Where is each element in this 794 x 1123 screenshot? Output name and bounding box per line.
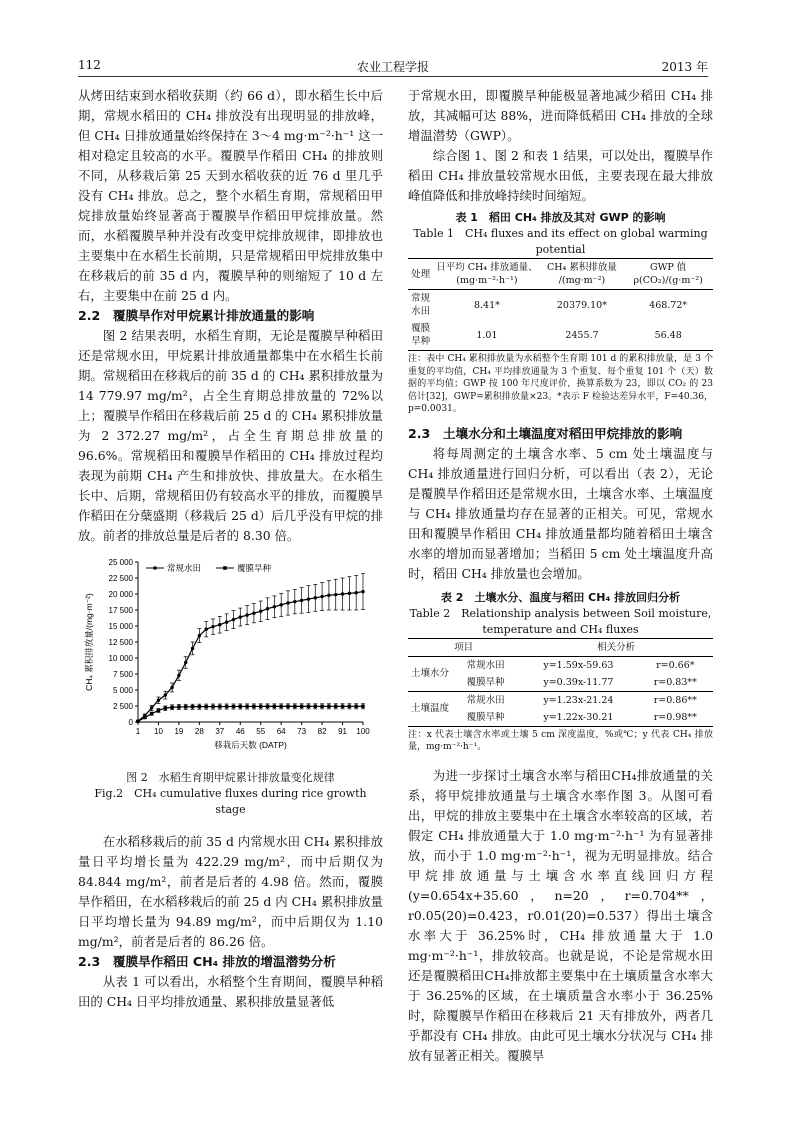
paragraph: 为进一步探讨土壤含水率与稻田CH₄排放通量的关系，将甲烷排放通量与土壤含水率作图 3。从图可看出，甲烷的排放主要集中在土壤含水率较高的区域，若假定 CH₄ 排放通量大于 1.0 mg·m⁻²·h⁻¹ 为有显著排放，而小于 1.0 mg·m⁻²·h⁻¹，视为无明显排放。结合甲烷排放通量与土壤含水率直线回归方程(y=0.654x+35.60，n=20，r=0.704**，r0.05(20)=0.423，r0.01(20)=0.537）得出土壤含水率大于 36.25%时，CH₄ 排放通量大于 1.0 mg·m⁻²·h⁻¹，排放较高。也就是说，不论是常规水田还是覆膜稻田CH₄排放都主要集中在土壤质量含水率大于 36.25%的区域，在土壤质量含水率小于 36.25%时，除覆膜旱作稻田在移栽后 21 天有排放外，两者几乎都没有 CH₄ 排放。由此可见土壤水分状况与 CH₄ 排放有显著正相关。覆膜旱: [408, 767, 713, 1063]
cumulative-flux-chart: [78, 552, 383, 762]
data-point: [191, 705, 194, 708]
data-point: [164, 693, 167, 696]
data-point: [334, 593, 337, 596]
table-1-title-en: Table 1 CH₄ fluxes and its effect on global warming potential: [413, 227, 708, 256]
table-2-title-en-2: temperature and CH₄ fluxes: [482, 622, 639, 636]
table-header-cell: GWP 值 ρ(CO₂)/(g·m⁻²): [633, 262, 703, 286]
table-row: [408, 656, 713, 674]
table-row: [408, 320, 713, 351]
data-point: [314, 705, 317, 708]
section-heading: 2.3 覆膜旱作稻田 CH₄ 排放的增温潜势分析: [78, 954, 336, 969]
data-point: [314, 596, 317, 599]
data-point: [198, 705, 201, 708]
x-tick-label: 28: [194, 727, 204, 736]
y-tick-label: 12 500: [108, 638, 133, 647]
data-point: [327, 705, 330, 708]
data-point: [259, 705, 262, 708]
figure-caption-en: Fig.2 CH₄ cumulative fluxes during rice growth stage: [94, 787, 367, 816]
table-cell: r=0.86**: [653, 694, 697, 706]
x-tick-label: 37: [215, 727, 225, 736]
data-point: [341, 705, 344, 708]
data-point: [164, 707, 167, 710]
table-2-title-en: Table 2 Relationship analysis between Soil moisture,: [409, 606, 712, 620]
data-point: [300, 705, 303, 708]
data-point: [293, 600, 296, 603]
journal-name: 农业工程学报: [356, 60, 429, 74]
table-row: [408, 709, 713, 727]
data-point: [273, 605, 276, 608]
table-cell: 土壤温度: [410, 703, 449, 714]
data-point: [239, 615, 242, 618]
x-tick-label: 91: [338, 727, 347, 736]
x-tick-label: 46: [235, 727, 245, 736]
table-cell: 1.01: [476, 329, 498, 341]
x-tick-label: 64: [276, 727, 286, 736]
table-cell: 常规水田: [466, 694, 505, 706]
data-point: [361, 705, 364, 708]
legend-marker: [153, 566, 157, 570]
data-point: [273, 705, 276, 708]
x-tick-label: 100: [356, 727, 370, 736]
figure-caption-cn: 图 2 水稻生育期甲烷累计排放量变化规律: [126, 771, 335, 784]
data-point: [157, 709, 160, 712]
data-point: [266, 607, 269, 610]
table-cell: 常规水田: [411, 293, 431, 317]
data-point: [293, 705, 296, 708]
table-cell: y=1.22x-30.21: [543, 711, 614, 723]
data-point: [320, 595, 323, 598]
data-point: [300, 599, 303, 602]
data-point: [218, 705, 221, 708]
data-point: [348, 705, 351, 708]
x-axis-label: 移栽后天数 (DATP): [214, 740, 287, 750]
y-tick-label: 20 000: [108, 590, 133, 599]
table-cell: 覆膜旱种: [466, 711, 505, 723]
data-point: [334, 705, 337, 708]
y-tick-label: 22 500: [108, 574, 133, 583]
table-row: [408, 691, 713, 709]
legend-marker: [223, 566, 227, 570]
data-point: [170, 706, 173, 709]
data-point: [354, 705, 357, 708]
x-tick-label: 82: [317, 727, 327, 736]
paragraph: 从表 1 可以看出，水稻整个生育期间，覆膜旱种稻田的 CH₄ 日平均排放通量、累积排放量显著低: [78, 974, 383, 1009]
table-row: [408, 674, 713, 692]
y-tick-label: 7 500: [112, 670, 133, 679]
table-header-cell: CH₄ 累积排放量 /(mg·m⁻²): [546, 262, 617, 286]
right-column: [408, 86, 713, 1066]
data-point: [150, 706, 153, 709]
table-2-title-cn: 表 2 土壤水分、温度与稻田 CH₄ 排放回归分析: [440, 590, 681, 604]
page-header: [78, 56, 708, 77]
table-cell: r=0.98**: [653, 711, 697, 723]
data-point: [266, 705, 269, 708]
data-point: [252, 612, 255, 615]
section-heading: 2.3 土壤水分和土壤温度对稻田甲烷排放的影响: [408, 425, 683, 441]
data-point: [143, 716, 146, 719]
table-cell: y=1.59x-59.63: [543, 659, 614, 671]
page-number: 112: [78, 58, 101, 72]
data-point: [150, 712, 153, 715]
table-2: [408, 638, 713, 727]
data-point: [354, 591, 357, 594]
x-tick-label: 1: [135, 727, 141, 736]
y-tick-label: 15 000: [108, 622, 133, 631]
data-point: [232, 618, 235, 621]
data-point: [184, 661, 187, 664]
data-point: [232, 705, 235, 708]
data-point: [225, 620, 228, 623]
data-point: [225, 705, 228, 708]
data-point: [307, 597, 310, 600]
left-column: [78, 86, 383, 1012]
data-point: [279, 705, 282, 708]
legend-label: 覆膜旱种: [237, 563, 272, 573]
data-point: [204, 628, 207, 631]
table-cell: 2455.7: [565, 329, 599, 341]
data-point: [198, 634, 201, 637]
series-line: [138, 592, 363, 721]
table-1-note: 注：表中 CH₄ 累积排放量为水稻整个生育期 101 d 的累积排放量，是 3 个重复的平均值，CH₄ 平均排放通量为 3 个重复、每个重复 101 个（天）数据的平均值；GWP 按 100 年尺度评价，换算系数为 23，即以 CO₂ 的 23 倍计[32]，GWP=累积排放量×23。*表示 F 检验达差异水平，F=40.36，p=0.0031。: [408, 354, 713, 414]
table-cell: 468.72*: [649, 299, 688, 311]
data-point: [177, 674, 180, 677]
paragraph: 从烤田结束到水稻收获期（约 66 d），即水稻生长中后期，常规水稻田的 CH₄ 排放没有出现明显的排放峰，但 CH₄ 日排放通量始终保持在 3～4 mg·m⁻²·h⁻¹ 这一相对稳定且较高的水平。覆膜旱作稻田 CH₄ 的排放则不同，从移栽后第 25 天到水稻收获的近 76 d 里几乎没有 CH₄ 排放。总之，整个水稻生育期，常规稻田甲烷排放量始终显著高于覆膜旱作稻田甲烷排放量。然而，水稻覆膜旱种并没有改变甲烷排放规律，即排放也主要集中在水稻生长前期，只是常规稻田甲烷排放集中在移栽后的前 35 d 内，覆膜旱种的则缩短了 10 d 左右，主要集中在前 25 d 内。: [78, 88, 383, 303]
data-point: [211, 625, 214, 628]
data-point: [245, 613, 248, 616]
data-point: [177, 705, 180, 708]
data-point: [361, 590, 364, 593]
section-heading: 2.2 覆膜旱作对甲烷累计排放通量的影响: [78, 308, 315, 323]
data-point: [191, 647, 194, 650]
data-point: [341, 592, 344, 595]
y-tick-label: 25 000: [108, 558, 133, 567]
paragraph: 将每周测定的土壤含水率、5 cm 处土壤温度与 CH₄ 排放通量进行回归分析，可以看出（表 2），无论是覆膜旱作稻田还是常规水田，土壤含水率、土壤温度与 CH₄ 排放通量均存在显著的正相关。可见，常规水田和覆膜旱作稻田 CH₄ 排放通量都均随着稻田土壤含水率的增加而显著增加；当稻田 5 cm 处土壤温度升高时，稻田 CH₄ 排放量也会增加。: [408, 445, 713, 581]
y-tick-label: 2 500: [112, 702, 133, 711]
table-cell: 覆膜旱种: [411, 323, 431, 347]
paragraph: 综合图 1、图 2 和表 1 结果，可以处出，覆膜旱作稻田 CH₄ 排放量较常规水田低，主要表现在最大排放峰值降低和排放峰持续时间缩短。: [408, 148, 713, 203]
year: 2013 年: [661, 60, 708, 74]
table-header-cell: 日平均 CH₄ 排放通量、(mg·m⁻²·h⁻¹): [436, 262, 538, 286]
data-point: [327, 594, 330, 597]
y-tick-label: 10 000: [108, 654, 133, 663]
data-point: [239, 705, 242, 708]
data-point: [204, 705, 207, 708]
paragraph: 在水稻移栽后的前 35 d 内常规水田 CH₄ 累积排放量日平均增长量为 422.29 mg/m²，而中后期仅为 84.844 mg/m²，前者是后者的 4.98 倍。然而，覆膜旱作稻田，在水稻移栽后的前 25 d 内 CH₄ 累积排放量日平均增长量为 94.89 mg/m²，而中后期仅为 1.10 mg/m²，前者是后者的 86.26 倍。: [78, 834, 383, 949]
x-tick-label: 73: [297, 727, 307, 736]
data-point: [211, 705, 214, 708]
table-1: [408, 258, 713, 351]
x-tick-label: 10: [154, 727, 163, 736]
table-cell: 8.41*: [473, 299, 500, 311]
table-header-cell: 处理: [411, 268, 431, 280]
paragraph: 图 2 结果表明，水稻生育期，无论是覆膜旱种稻田还是常规水田，甲烷累计排放通量都集中在水稻生长前期。常规稻田在移栽后的前 35 d 的 CH₄ 累积排放量为 14 779.97 mg/m²，占全生育期总排放量的 72%以上；覆膜旱作稻田在移栽后前 25 d 的 CH₄ 累积排放量为 2 372.27 mg/m²，占全生育期总排放量的 96.6%。常规稻田和覆膜旱作稻田的 CH₄ 排放过程均表现为前期 CH₄ 产生和排放快、排放量大。在水稻生长中、后期，常规稻田仍有较高水平的排放，而覆膜旱作稻田在分蘖盛期（移栽后 25 d）后几乎没有甲烷的排放。前者的排放总量是后者的 8.30 倍。: [78, 328, 383, 543]
x-tick-label: 19: [174, 727, 184, 736]
x-tick-label: 55: [256, 727, 266, 736]
data-point: [245, 705, 248, 708]
data-point: [320, 705, 323, 708]
table-cell: y=1.23x-21.24: [543, 694, 614, 706]
table-header-cell: 相关分析: [597, 641, 636, 653]
figure-2: [78, 552, 383, 768]
y-tick-label: 5 000: [112, 686, 133, 695]
table-cell: 20379.10*: [556, 299, 607, 311]
paragraph: 于常规水田，即覆膜旱种能极显著地减少稻田 CH₄ 排放，其减幅可达 88%，进而降低稻田 CH₄ 排放的全球增温潜势（GWP）。: [408, 88, 713, 143]
data-point: [279, 603, 282, 606]
table-row: [408, 290, 713, 321]
table-2-note: 注：x 代表土壤含水率或土壤 5 cm 深度温度，%或℃；y 代表 CH₄ 排放量，mg·m⁻²·h⁻¹。: [408, 729, 713, 752]
y-axis-label: CH₄ 累积排放量/(mg·m⁻²): [84, 593, 94, 691]
data-point: [136, 720, 139, 723]
data-point: [170, 686, 173, 689]
data-point: [157, 699, 160, 702]
table-cell: y=0.39x-11.77: [543, 676, 614, 688]
table-header-cell: 项目: [454, 641, 474, 653]
table-cell: 土壤水分: [410, 668, 449, 679]
data-point: [307, 705, 310, 708]
table-cell: 56.48: [654, 329, 682, 341]
table-cell: r=0.83**: [653, 676, 697, 688]
table-cell: 覆膜旱种: [466, 676, 505, 688]
data-point: [184, 705, 187, 708]
data-point: [259, 610, 262, 613]
data-point: [218, 623, 221, 626]
y-tick-label: 0: [128, 718, 133, 727]
data-point: [348, 592, 351, 595]
data-point: [286, 705, 289, 708]
table-cell: 常规水田: [466, 659, 505, 671]
legend-label: 常规水田: [167, 563, 202, 573]
data-point: [252, 705, 255, 708]
y-tick-label: 17 500: [108, 606, 133, 615]
table-cell: r=0.66*: [656, 659, 695, 671]
table-1-title-cn: 表 1 稻田 CH₄ 排放及其对 GWP 的影响: [455, 211, 666, 224]
data-point: [286, 601, 289, 604]
